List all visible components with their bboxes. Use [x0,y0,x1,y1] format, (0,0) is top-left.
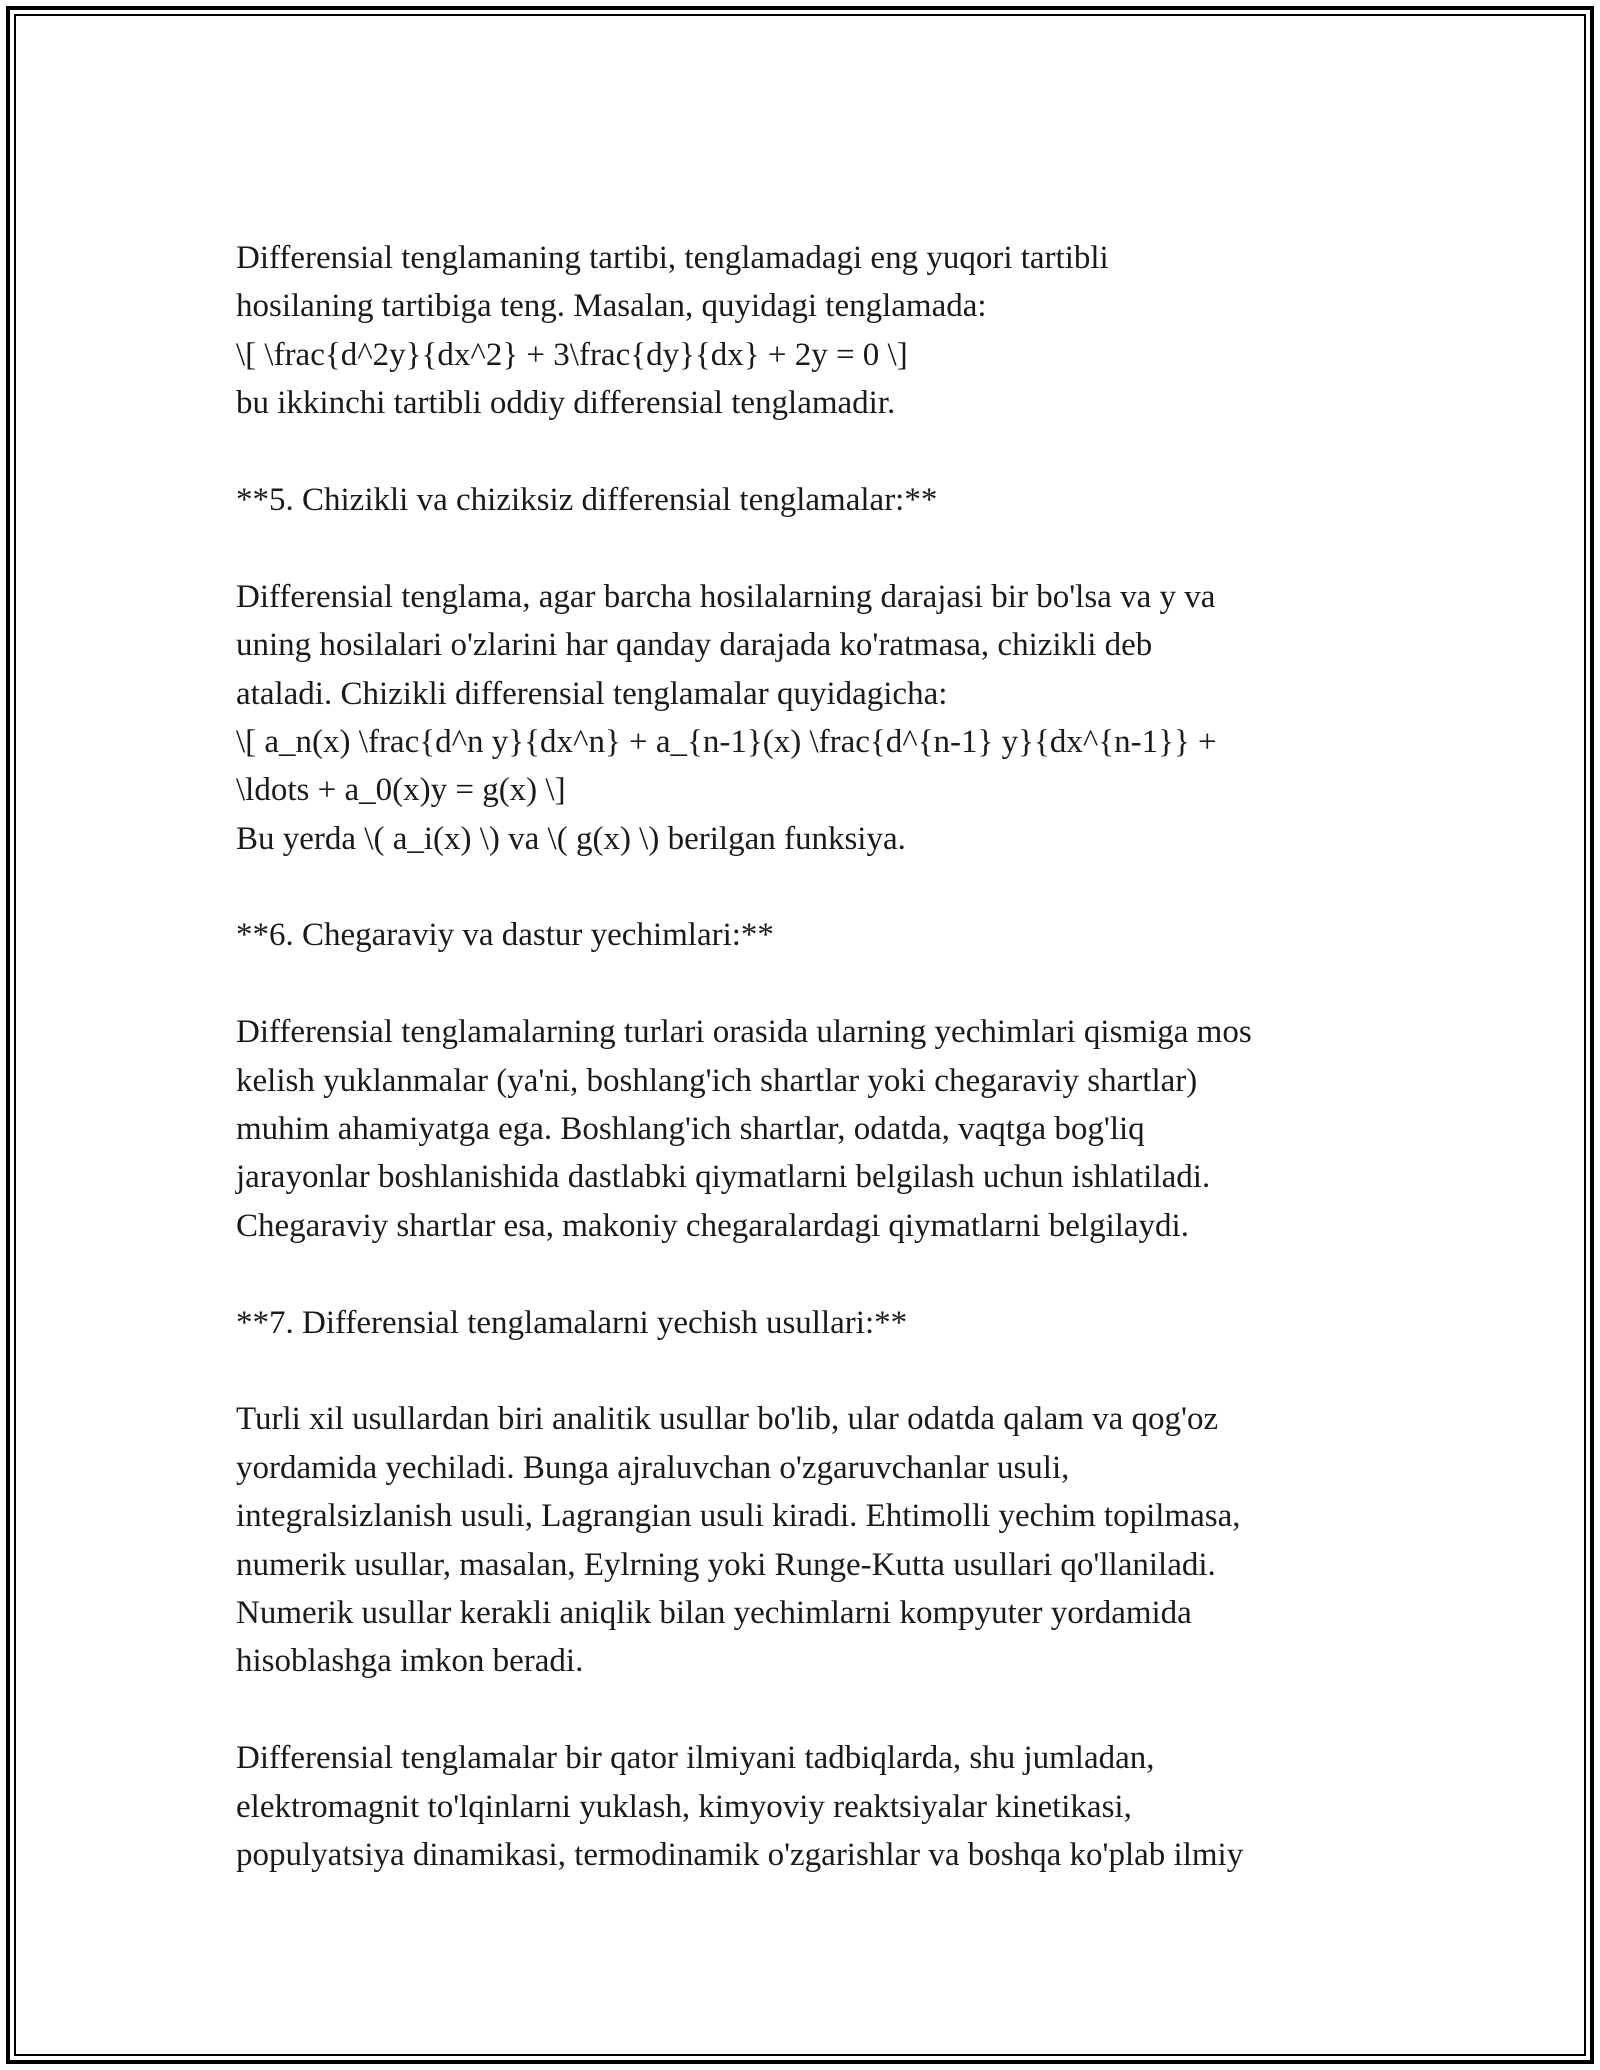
text-line: Differensial tenglamalar bir qator ilmiyani tadbiqlarda, shu jumladan, [236,1740,1155,1777]
text-line: numerik usullar, masalan, Eylrning yoki Runge-Kutta usullari qo'llaniladi. [236,1546,1216,1583]
paragraph-applications [236,1734,1396,1879]
paragraph-boundary-conditions [236,1008,1396,1250]
paragraph-solution-methods [236,1395,1396,1685]
paragraph-gap [236,524,1396,572]
text-line: Numerik usullar kerakli aniqlik bilan yechimlarni kompyuter yordamida [236,1594,1192,1631]
heading-line: **6. Chegaraviy va dastur yechimlari:** [236,917,774,954]
text-line: integralsizlanish usuli, Lagrangian usuli kiradi. Ehtimolli yechim topilmasa, [236,1498,1241,1535]
heading-line: **5. Chizikli va chiziksiz differensial tenglamalar:** [236,481,938,518]
paragraph-gap [236,960,1396,1008]
paragraph-order-intro [236,234,1396,428]
text-line: ataladi. Chizikli differensial tenglamalar quyidagicha: [236,675,948,712]
equation-line: \ldots + a_0(x)y = g(x) \] [236,772,566,809]
text-line: hisoblashga imkon beradi. [236,1643,584,1680]
paragraph-gap [236,863,1396,911]
text-line: bu ikkinchi tartibli oddiy differensial tenglamadir. [236,385,896,422]
heading-line: **7. Differensial tenglamalarni yechish usullari:** [236,1304,908,1341]
paragraph-gap [236,1250,1396,1298]
text-line: jarayonlar boshlanishida dastlabki qiymatlarni belgilash uchun ishlatiladi. [236,1159,1211,1196]
text-line: Differensial tenglama, agar barcha hosilalarning darajasi bir bo'lsa va y va [236,578,1216,615]
text-line: yordamida yechiladi. Bunga ajraluvchan o'zgaruvchanlar usuli, [236,1449,1070,1486]
section-heading-7 [236,1299,1396,1347]
text-line: Differensial tenglamalarning turlari orasida ularning yechimlari qismiga mos [236,1014,1252,1051]
text-line: populyatsiya dinamikasi, termodinamik o'zgarishlar va boshqa ko'plab ilmiy [236,1836,1244,1873]
paragraph-gap [236,1686,1396,1734]
text-line: hosilaning tartibiga teng. Masalan, quyidagi tenglamada: [236,288,987,325]
document-body [236,234,1396,1879]
text-line: muhim ahamiyatga ega. Boshlang'ich shartlar, odatda, vaqtga bog'liq [236,1111,1145,1148]
paragraph-linear-equations [236,573,1396,863]
section-heading-5 [236,476,1396,524]
text-line: Chegaraviy shartlar esa, makoniy chegaralardagi qiymatlarni belgilaydi. [236,1207,1189,1244]
text-line: kelish yuklanmalar (ya'ni, boshlang'ich shartlar yoki chegaraviy shartlar) [236,1062,1198,1099]
equation-line: \[ \frac{d^2y}{dx^2} + 3\frac{dy}{dx} + 2y = 0 \] [236,336,908,373]
paragraph-gap [236,1347,1396,1395]
section-heading-6 [236,911,1396,959]
text-line: elektromagnit to'lqinlarni yuklash, kimyoviy reaktsiyalar kinetikasi, [236,1788,1132,1825]
text-line: Differensial tenglamaning tartibi, tenglamadagi eng yuqori tartibli [236,240,1109,276]
paragraph-gap [236,428,1396,476]
text-line: Turli xil usullardan biri analitik usullar bo'lib, ular odatda qalam va qog'oz [236,1401,1219,1438]
equation-line: \[ a_n(x) \frac{d^n y}{dx^n} + a_{n-1}(x) \frac{d^{n-1} y}{dx^{n-1}} + [236,723,1217,760]
text-line: Bu yerda \( a_i(x) \) va \( g(x) \) berilgan funksiya. [236,820,906,857]
text-line: uning hosilalari o'zlarini har qanday darajada ko'ratmasa, chizikli deb [236,627,1153,664]
